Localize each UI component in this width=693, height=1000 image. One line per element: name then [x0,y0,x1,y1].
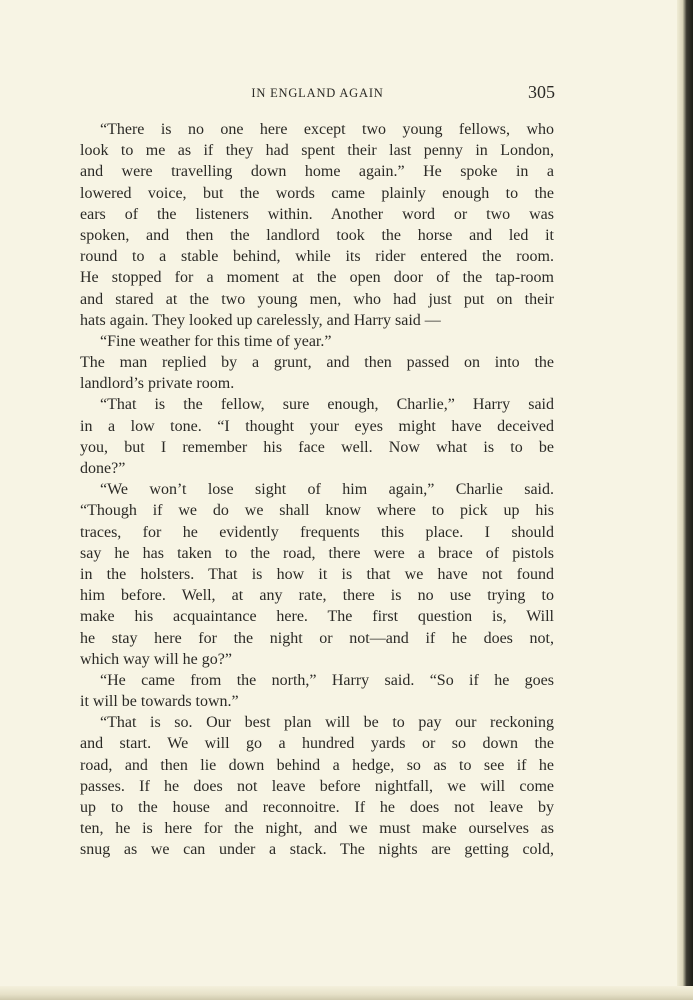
text-line: which way will he go?” [80,650,232,668]
text-line: him before. Well, at any rate, there is no use trying to [80,587,554,605]
text-line: “That is so. Our best plan will be to pay our reckoning [100,714,554,732]
text-line: say he has taken to the road, there were a brace of pistols [80,544,554,562]
text-line: you, but I remember his face well. Now what is to be [80,438,554,456]
text-line: road, and then lie down behind a hedge, so as to see if he [80,756,554,774]
page-number: 305 [528,82,555,102]
text-line: in the holsters. That is how it is that we have not found [80,565,554,583]
text-line: and start. We will go a hundred yards or so down the [80,735,554,753]
text-line: The man replied by a grunt, and then passed on into the [80,354,554,372]
text-line: landlord’s private room. [80,375,235,393]
text-line: in a low tone. “I thought your eyes might have deceived [80,417,554,435]
page-bottom-edge [0,986,693,1000]
text-line: he stay here for the night or not—and if he does not, [80,629,554,647]
text-line: make his acquaintance here. The first question is, Will [80,608,554,626]
text-line: “There is no one here except two young fellows, who [100,121,554,138]
text-line: done?” [80,460,126,477]
running-title: IN ENGLAND AGAIN [251,86,384,100]
text-line: ears of the listeners within. Another word or two was [80,205,554,223]
text-line: snug as we can under a stack. The nights are getting cold, [80,841,554,859]
text-line: it will be towards town.” [80,693,239,711]
text-line: ten, he is here for the night, and we must make ourselves as [80,820,554,838]
text-line: “Fine weather for this time of year.” [100,332,332,350]
text-line: up to the house and reconnoitre. If he does not leave by [80,799,554,816]
text-line: He stopped for a moment at the open door of the tap-room [80,269,554,287]
text-line: lowered voice, but the words came plainly enough to the [80,184,554,202]
text-line: “He came from the north,” Harry said. “So if he goes [100,671,554,689]
text-line: and stared at the two young men, who had just put on their [80,290,554,308]
text-line: passes. If he does not leave before nightfall, we will come [80,777,554,795]
text-line: spoken, and then the landlord took the horse and led it [80,226,554,244]
text-line: look to me as if they had spent their last penny in London, [80,142,554,160]
page-edge-shadow [677,0,693,1000]
body-text [80,119,554,861]
text-line: “That is the fellow, sure enough, Charlie,” Harry said [100,396,554,414]
text-line: “Though if we do we shall know where to pick up his [80,502,554,520]
text-line: round to a stable behind, while its rider entered the room. [80,248,554,266]
text-line: hats again. They looked up carelessly, and Harry said — [80,311,441,329]
running-head [80,82,555,104]
text-line: “We won’t lose sight of him again,” Charlie said. [100,481,554,499]
text-line: and were travelling down home again.” He spoke in a [80,163,554,181]
text-line: traces, for he evidently frequents this place. I should [80,523,554,541]
